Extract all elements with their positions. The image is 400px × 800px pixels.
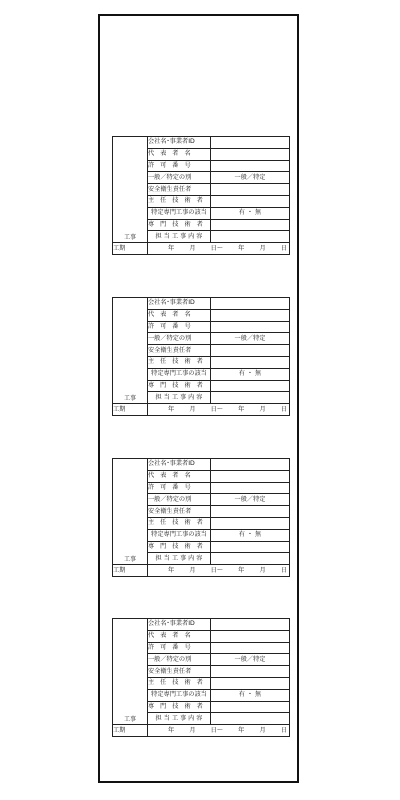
safety-manager-value — [211, 506, 290, 518]
qualification-value: 有 ・ 無 — [211, 529, 290, 541]
period-label: 工期 — [113, 404, 148, 416]
representative-value — [211, 470, 290, 482]
company-value — [211, 298, 290, 310]
specific-qualification-label: 特定専門工事の該当 — [148, 207, 211, 219]
period-year-start: 年 — [168, 566, 175, 574]
representative-value — [211, 630, 290, 642]
chief-engineer-label: 主 任 技 術 者 — [148, 356, 211, 368]
period-value — [148, 404, 290, 416]
company-label: 会社名･事業者ID — [148, 459, 211, 471]
representative-label: 代 表 者 名 — [148, 470, 211, 482]
qualification-value: 有 ・ 無 — [211, 207, 290, 219]
period-year-end: 年 — [238, 244, 245, 252]
safety-manager-label: 安全衛生責任者 — [148, 345, 211, 357]
chief-engineer-value — [211, 356, 290, 368]
period-label: 工期 — [113, 243, 148, 255]
specialist-engineer-value — [211, 380, 290, 392]
company-value — [211, 459, 290, 471]
period-month-end: 月 — [259, 405, 266, 413]
period-month-end: 月 — [259, 566, 266, 574]
side-label: 工事 — [123, 233, 136, 241]
representative-label: 代 表 者 名 — [148, 148, 211, 160]
side-label-cell — [113, 619, 148, 725]
period-month-end: 月 — [259, 726, 266, 734]
side-label: 工事 — [123, 394, 136, 402]
period-year-start: 年 — [168, 244, 175, 252]
specialist-engineer-value — [211, 701, 290, 713]
assigned-work-value — [211, 392, 290, 404]
qualification-value: 有 ・ 無 — [211, 368, 290, 380]
period-value — [148, 725, 290, 737]
period-day-start: 日～ — [210, 244, 223, 252]
type-label: 一般／特定の別 — [148, 654, 211, 666]
period-value — [148, 243, 290, 255]
side-label-cell — [113, 137, 148, 243]
construction-sign-board — [98, 14, 299, 783]
representative-value — [211, 148, 290, 160]
specialist-engineer-label: 専 門 技 術 者 — [148, 380, 211, 392]
representative-label: 代 表 者 名 — [148, 630, 211, 642]
specialist-engineer-label: 専 門 技 術 者 — [148, 701, 211, 713]
assigned-work-value — [211, 713, 290, 725]
type-value: 一般／特定 — [211, 333, 290, 345]
period-month-start: 月 — [189, 405, 196, 413]
period-year-end: 年 — [238, 405, 245, 413]
chief-engineer-value — [211, 677, 290, 689]
assigned-work-label: 担 当 工 事 内 容 — [148, 392, 211, 404]
safety-manager-label: 安全衛生責任者 — [148, 184, 211, 196]
chief-engineer-label: 主 任 技 術 者 — [148, 677, 211, 689]
permit-number-label: 許 可 番 号 — [148, 321, 211, 333]
period-month-end: 月 — [259, 244, 266, 252]
side-label: 工事 — [123, 715, 136, 723]
period-day-end: 日 — [280, 244, 287, 252]
company-label: 会社名･事業者ID — [148, 298, 211, 310]
side-label: 工事 — [123, 555, 136, 563]
safety-manager-value — [211, 666, 290, 678]
period-month-start: 月 — [189, 566, 196, 574]
period-label: 工期 — [113, 565, 148, 577]
period-month-start: 月 — [189, 244, 196, 252]
contractor-table — [112, 618, 290, 737]
contractor-section-4 — [112, 618, 290, 737]
period-day-end: 日 — [280, 726, 287, 734]
contractor-table — [112, 136, 290, 255]
contractor-table — [112, 297, 290, 416]
period-month-start: 月 — [189, 726, 196, 734]
permit-number-value — [211, 642, 290, 654]
company-label: 会社名･事業者ID — [148, 137, 211, 149]
permit-number-label: 許 可 番 号 — [148, 642, 211, 654]
period-day-start: 日～ — [210, 566, 223, 574]
specialist-engineer-value — [211, 219, 290, 231]
assigned-work-value — [211, 231, 290, 243]
permit-number-value — [211, 160, 290, 172]
type-label: 一般／特定の別 — [148, 333, 211, 345]
type-value: 一般／特定 — [211, 654, 290, 666]
safety-manager-value — [211, 345, 290, 357]
period-day-start: 日～ — [210, 405, 223, 413]
company-value — [211, 137, 290, 149]
type-value: 一般／特定 — [211, 172, 290, 184]
assigned-work-label: 担 当 工 事 内 容 — [148, 553, 211, 565]
period-label: 工期 — [113, 725, 148, 737]
side-label-cell — [113, 298, 148, 404]
representative-value — [211, 309, 290, 321]
type-label: 一般／特定の別 — [148, 172, 211, 184]
side-label-cell — [113, 459, 148, 565]
chief-engineer-label: 主 任 技 術 者 — [148, 517, 211, 529]
period-day-start: 日～ — [210, 726, 223, 734]
period-year-end: 年 — [238, 726, 245, 734]
period-value — [148, 565, 290, 577]
safety-manager-value — [211, 184, 290, 196]
permit-number-value — [211, 321, 290, 333]
contractor-section-1 — [112, 136, 290, 255]
permit-number-label: 許 可 番 号 — [148, 160, 211, 172]
permit-number-label: 許 可 番 号 — [148, 482, 211, 494]
assigned-work-value — [211, 553, 290, 565]
period-day-end: 日 — [280, 405, 287, 413]
specific-qualification-label: 特定専門工事の該当 — [148, 689, 211, 701]
qualification-value: 有 ・ 無 — [211, 689, 290, 701]
specialist-engineer-value — [211, 541, 290, 553]
type-value: 一般／特定 — [211, 494, 290, 506]
chief-engineer-value — [211, 195, 290, 207]
contractor-section-3 — [112, 458, 290, 577]
period-day-end: 日 — [280, 566, 287, 574]
safety-manager-label: 安全衛生責任者 — [148, 666, 211, 678]
specific-qualification-label: 特定専門工事の該当 — [148, 368, 211, 380]
company-value — [211, 619, 290, 631]
company-label: 会社名･事業者ID — [148, 619, 211, 631]
specific-qualification-label: 特定専門工事の該当 — [148, 529, 211, 541]
permit-number-value — [211, 482, 290, 494]
specialist-engineer-label: 専 門 技 術 者 — [148, 219, 211, 231]
period-year-end: 年 — [238, 566, 245, 574]
assigned-work-label: 担 当 工 事 内 容 — [148, 713, 211, 725]
specialist-engineer-label: 専 門 技 術 者 — [148, 541, 211, 553]
contractor-section-2 — [112, 297, 290, 416]
representative-label: 代 表 者 名 — [148, 309, 211, 321]
chief-engineer-label: 主 任 技 術 者 — [148, 195, 211, 207]
type-label: 一般／特定の別 — [148, 494, 211, 506]
period-year-start: 年 — [168, 405, 175, 413]
contractor-table — [112, 458, 290, 577]
assigned-work-label: 担 当 工 事 内 容 — [148, 231, 211, 243]
safety-manager-label: 安全衛生責任者 — [148, 506, 211, 518]
chief-engineer-value — [211, 517, 290, 529]
period-year-start: 年 — [168, 726, 175, 734]
